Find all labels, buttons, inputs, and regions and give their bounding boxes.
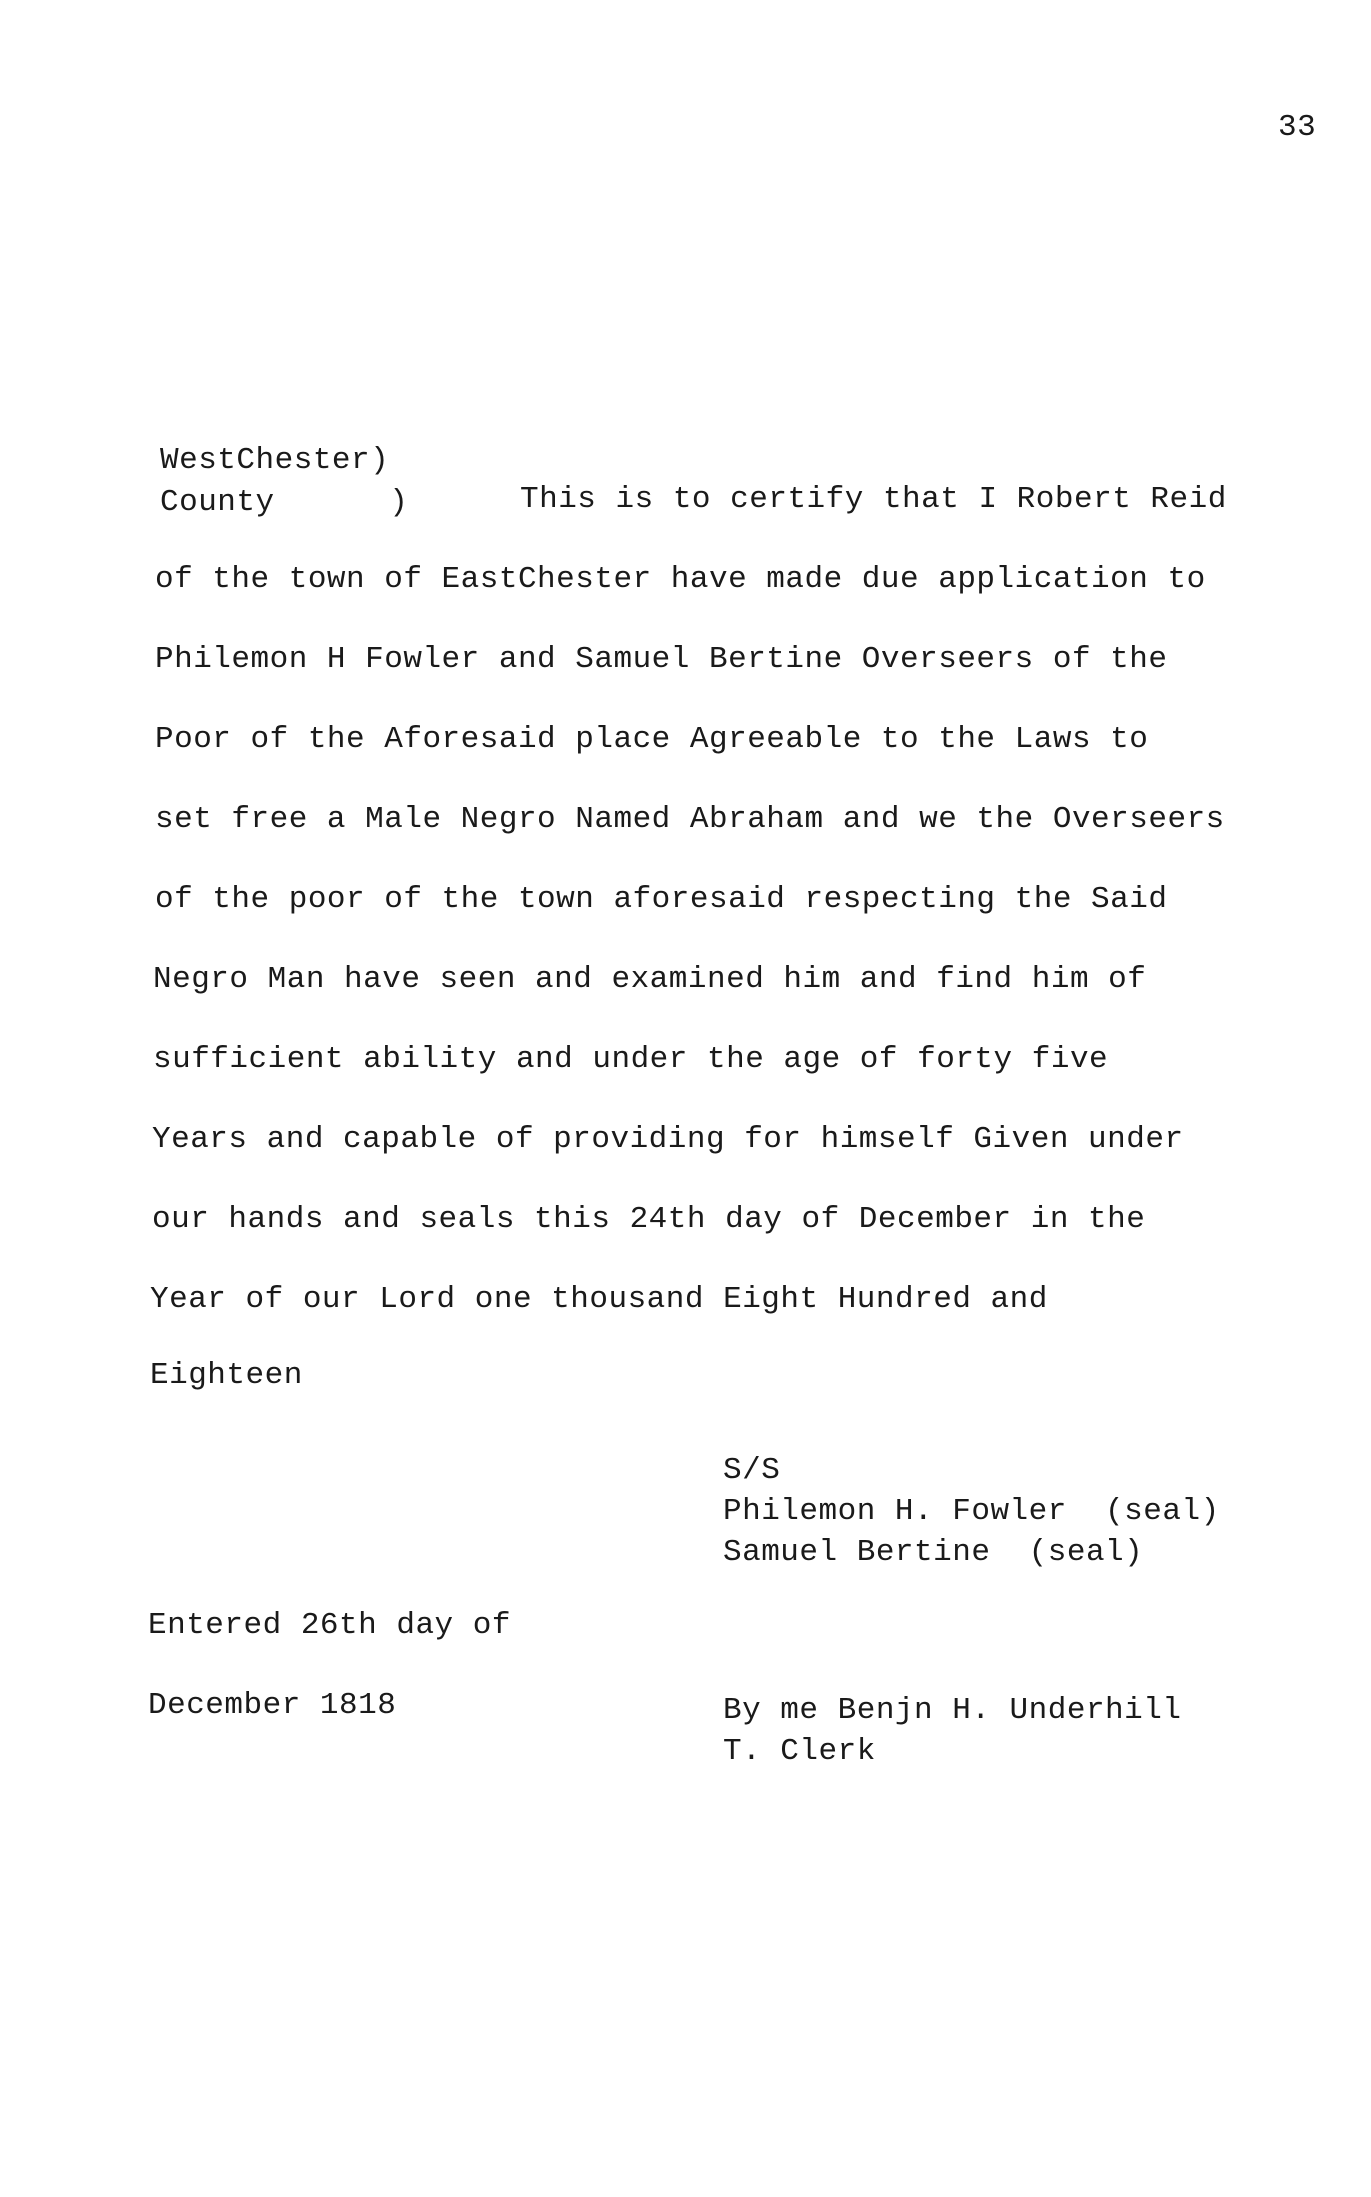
heading-line-westchester: WestChester) bbox=[160, 443, 390, 478]
body-line: Negro Man have seen and examined him and find him of bbox=[153, 962, 1147, 997]
body-first-line: This is to certify that I Robert Reid bbox=[520, 482, 1227, 517]
clerk-line-2: T. Clerk bbox=[723, 1734, 876, 1769]
body-line: Philemon H Fowler and Samuel Bertine Overseers of the bbox=[155, 642, 1168, 677]
body-line: Years and capable of providing for himself Given under bbox=[152, 1122, 1184, 1157]
page-number: 33 bbox=[1278, 110, 1317, 145]
jurisdiction-heading bbox=[160, 440, 408, 524]
clerk-block bbox=[723, 1690, 1181, 1772]
body-line: of the poor of the town aforesaid respecting the Said bbox=[155, 882, 1168, 917]
body-line: our hands and seals this 24th day of December in the bbox=[152, 1202, 1146, 1237]
body-line: sufficient ability and under the age of forty five bbox=[153, 1042, 1109, 1077]
heading-line-county: County ) bbox=[160, 485, 409, 520]
body-line: Eighteen bbox=[150, 1358, 303, 1393]
body-line: Poor of the Aforesaid place Agreeable to the Laws to bbox=[155, 722, 1149, 757]
clerk-line-1: By me Benjn H. Underhill bbox=[723, 1693, 1182, 1728]
signature-prefix: S/S bbox=[723, 1453, 781, 1488]
entry-line-1: Entered 26th day of bbox=[148, 1608, 511, 1643]
body-line: set free a Male Negro Named Abraham and we the Overseers bbox=[155, 802, 1225, 837]
signature-block bbox=[723, 1450, 1220, 1573]
signature-fowler: Philemon H. Fowler (seal) bbox=[723, 1494, 1220, 1529]
body-line: of the town of EastChester have made due application to bbox=[155, 562, 1206, 597]
signature-bertine: Samuel Bertine (seal) bbox=[723, 1535, 1144, 1570]
entry-line-2: December 1818 bbox=[148, 1688, 397, 1723]
body-line: Year of our Lord one thousand Eight Hundred and bbox=[150, 1282, 1048, 1317]
